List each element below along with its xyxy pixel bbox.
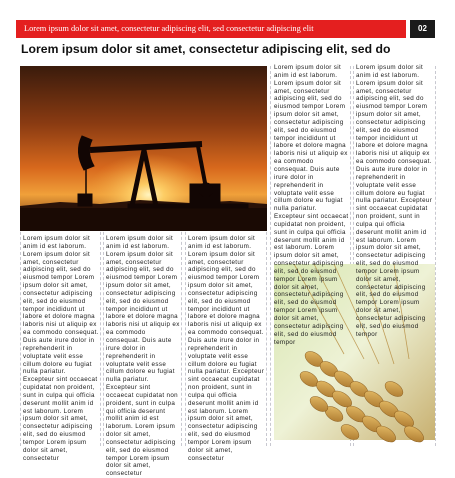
headline: Lorem ipsum dolor sit amet, consectetur adipiscing elit, sed do [21, 42, 391, 56]
oil-pumpjack-photo [20, 66, 267, 231]
column-guide [270, 66, 271, 446]
text-column-3: Lorem ipsum dolor sit anim id est laborum. Lorem ipsum dolor sit amet, consectetur adipiscing elit, sed do eiusmod tempor Lorem ipsum dolor sit amet, consectetur adipiscing elit, sed do eiusmod tempor incididunt ut labore et dolore magna laboris nisi ut aliquip ex ea commodo consequat. Duis aute irure dolor in reprehenderit in voluptate velit esse cillum dolore eu fugiat nulla pariatur. Excepteur sint occaecat cupidatat non proident, sunt in culpa qui officia deserunt mollit anim id est laborum. Lorem ipsum dolor sit amet, consectetur adipiscing elit, sed do eiusmod tempor Lorem ipsum dolor sit amet, consectetur [188, 235, 265, 462]
column-guide [435, 66, 436, 446]
text-column-1: Lorem ipsum dolor sit anim id est laborum. Lorem ipsum dolor sit amet, consectetur adipiscing elit, sed do eiusmod tempor Lorem ipsum dolor sit amet, consectetur adipiscing elit, sed do eiusmod tempor incididunt ut labore et dolore magna laboris nisi ut aliquip ex ea commodo consequat. Duis aute irure dolor in reprehenderit in voluptate velit esse cillum dolore eu fugiat nulla pariatur. Excepteur sint occaecat cupidatat non proident, sunt in culpa qui officia deserunt mollit anim id est laborum. Lorem ipsum dolor sit amet, consectetur adipiscing elit, sed do eiusmod tempor Lorem ipsum dolor sit amet, consectetur [23, 235, 99, 462]
text-column-2: Lorem ipsum dolor sit anim id est laborum. Lorem ipsum dolor sit amet, consectetur adipiscing elit, sed do eiusmod tempor Lorem ipsum dolor sit amet, consectetur adipiscing elit, sed do eiusmod tempor incididunt ut labore et dolore magna laboris nisi ut aliquip ex ea commodo consequat. Duis aute irure dolor in reprehenderit in voluptate velit esse cillum dolore eu fugiat nulla pariatur. Excepteur sint occaecat cupidatat non proident, sunt in culpa qui officia deserunt mollit anim id est laborum. Lorem ipsum dolor sit amet, consectetur adipiscing elit, sed do eiusmod tempor Lorem ipsum dolor sit amet, consectetur [106, 235, 180, 478]
text-column-5: Lorem ipsum dolor sit anim id est laborum. Lorem ipsum dolor sit amet, consectetur adipiscing elit, sed do eiusmod tempor Lorem ipsum dolor sit amet, consectetur adipiscing elit, sed do eiusmod tempor incididunt ut labore et dolore magna laboris nisi ut aliquip ex ea commodo consequat. Duis aute irure dolor in reprehenderit in voluptate velit esse cillum dolore eu fugiat nulla pariatur. Excepteur sint occaecat cupidatat non proident, sunt in culpa qui officia deserunt mollit anim id est laborum. Lorem ipsum dolor sit amet, consectetur adipiscing elit, sed do eiusmod tempor Lorem ipsum dolor sit amet, consectetur adipiscing elit, sed do eiusmod tempor Lorem ipsum dolor sit amet, consectetur adipiscing elit, sed do eiusmod tempor [356, 64, 433, 338]
header-banner: Lorem ipsum dolor sit amet, consectetur adipiscing elit, sed consectetur adipiscing elit [16, 20, 406, 38]
page-number: 02 [410, 20, 435, 38]
text-column-4: Lorem ipsum dolor sit anim id est laborum. Lorem ipsum dolor sit amet, consectetur adipiscing elit, sed do eiusmod tempor Lorem ipsum dolor sit amet, consectetur adipiscing elit, sed do eiusmod tempor incididunt ut labore et dolore magna laboris nisi ut aliquip ex ea commodo consequat. Duis aute irure dolor in reprehenderit in voluptate velit esse cillum dolore eu fugiat nulla pariatur. Excepteur sint occaecat cupidatat non proident, sunt in culpa qui officia deserunt mollit anim id est laborum. Lorem ipsum dolor sit amet, consectetur adipiscing elit, sed do eiusmod tempor Lorem ipsum dolor sit amet, consectetur adipiscing elit, sed do eiusmod tempor Lorem ipsum dolor sit amet, consectetur adipiscing elit, sed do eiusmod tempor [274, 64, 349, 346]
